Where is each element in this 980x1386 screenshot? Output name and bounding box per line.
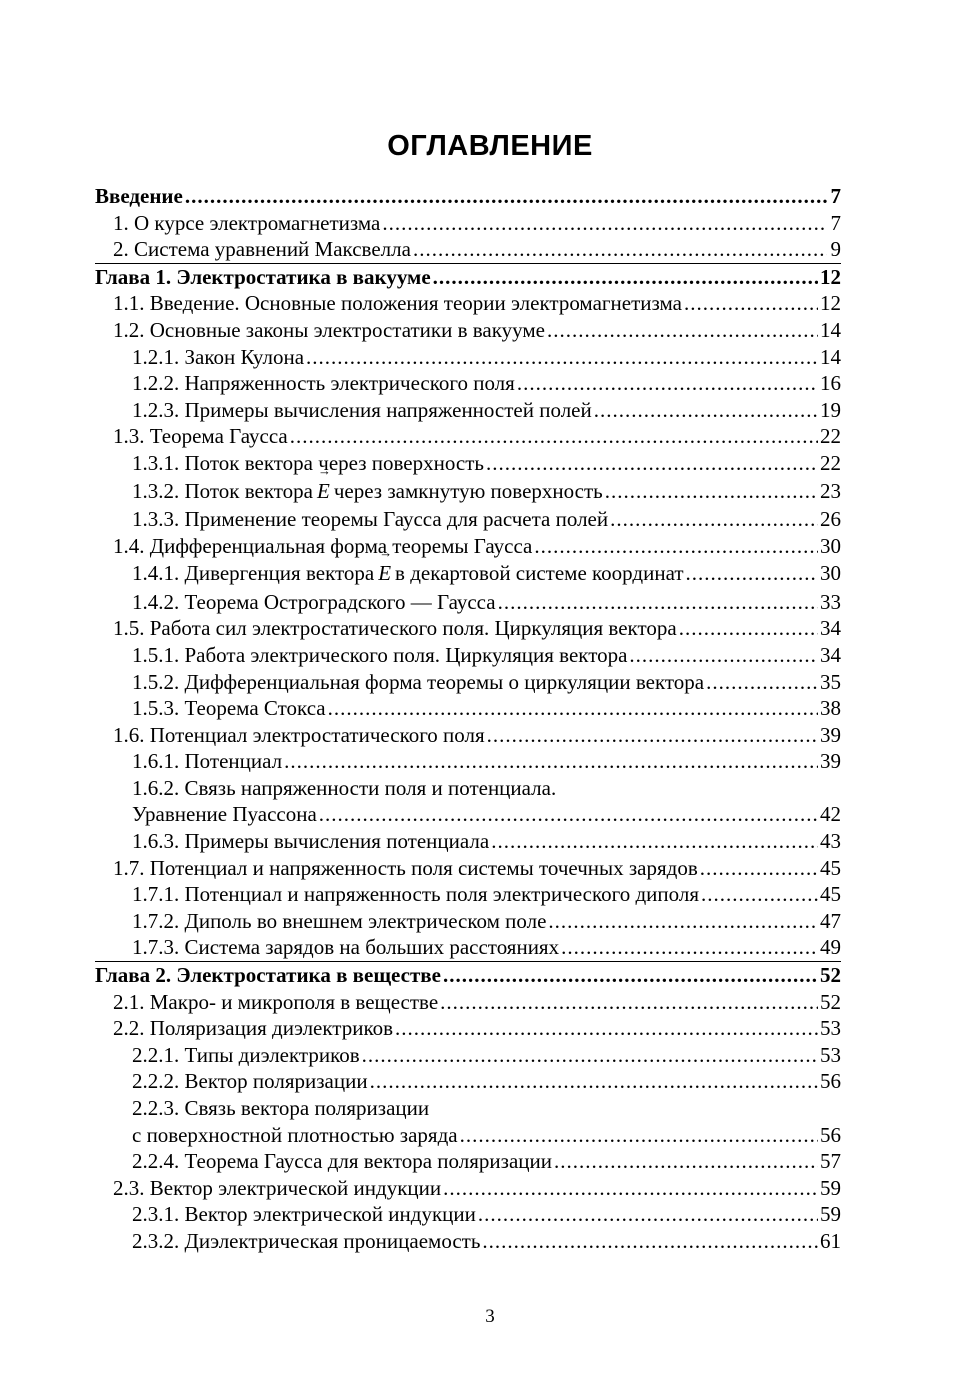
toc-entry-page: 38 (820, 696, 841, 721)
toc-entry-page: 7 (830, 210, 841, 235)
dot-leader (328, 695, 818, 722)
toc-entry-page: 16 (820, 371, 841, 396)
dot-leader (498, 589, 818, 616)
toc-entry-page: 52 (820, 963, 841, 988)
dot-leader (605, 477, 818, 507)
toc-entry[interactable] (95, 1175, 841, 1202)
toc-entry-title: 1.4. Дифференциальная форма теоремы Гаусса (113, 533, 533, 558)
dot-leader (362, 1042, 818, 1069)
dot-leader (370, 1068, 818, 1095)
toc-entry-title: 1.3.1. Поток вектора через поверхность (132, 450, 484, 475)
toc-entry-title: 2.2.2. Вектор поляризации (132, 1069, 368, 1094)
toc-entry-title: 1.2.1. Закон Кулона (132, 344, 305, 369)
toc-entry-page: 9 (830, 237, 841, 262)
toc-entry[interactable] (95, 1015, 841, 1042)
toc-entry-page: 39 (820, 722, 841, 747)
toc-entry-title-before: 1.3.2. Поток вектора (132, 478, 314, 503)
toc-entry-page: 56 (820, 1069, 841, 1094)
dot-leader (561, 934, 818, 961)
toc-entry-page: 35 (820, 669, 841, 694)
toc-entry-title: 1.7.3. Система зарядов на больших расстояниях (132, 935, 560, 960)
toc-entry-page: 14 (820, 317, 841, 342)
dot-leader (554, 1148, 818, 1175)
dot-leader (284, 748, 818, 775)
toc-entry-title: 1.4.2. Теорема Остроградского — Гаусса (132, 589, 496, 614)
toc-entry-page: 49 (820, 935, 841, 960)
dot-leader (460, 1122, 818, 1149)
toc-entry[interactable] (95, 669, 841, 696)
vector-e-symbol: → E (317, 477, 330, 507)
toc-entry-title: 2.2.4. Теорема Гаусса для вектора поляризации (132, 1149, 552, 1174)
dot-leader (478, 1201, 818, 1228)
toc-entry-title: Глава 2. Электростатика в веществе (95, 963, 441, 988)
toc-entry-page: 12 (820, 291, 841, 316)
toc-entry[interactable] (95, 317, 841, 344)
toc-entry-title: 1.6.3. Примеры вычисления потенциала (132, 829, 490, 854)
toc-entry[interactable] (95, 934, 841, 961)
toc-entry-title: 2.2. Поляризация диэлектриков (113, 1016, 394, 1041)
toc-entry-page: 53 (820, 1016, 841, 1041)
dot-leader (534, 533, 818, 560)
toc-entry[interactable] (95, 855, 841, 882)
toc-entry-page: 53 (820, 1042, 841, 1067)
toc-entry-title: 1.5. Работа сил электростатического поля. Циркуляция вектора (113, 616, 677, 641)
toc-entry-page: 26 (820, 507, 841, 532)
toc-entry[interactable] (95, 615, 841, 642)
toc-entry[interactable] (95, 533, 841, 560)
toc-entry[interactable] (95, 210, 841, 237)
dot-leader (610, 506, 818, 533)
toc-entry[interactable] (95, 477, 841, 507)
toc-entry-page: 34 (820, 642, 841, 667)
toc-entry[interactable] (95, 908, 841, 935)
dot-leader (679, 615, 818, 642)
dot-leader (319, 801, 818, 828)
toc-entry[interactable] (95, 881, 841, 908)
toc-entry-title: 1.6.2. Связь напряженности поля и потенциала. (132, 775, 557, 800)
toc-entry-title: Глава 1. Электростатика в вакууме (95, 264, 431, 289)
dot-leader (629, 642, 818, 669)
dot-leader (395, 1015, 818, 1042)
toc-entry[interactable] (95, 642, 841, 669)
dot-leader (440, 989, 818, 1016)
dot-leader (382, 210, 827, 237)
dot-leader (547, 317, 818, 344)
toc-chapter[interactable] (95, 962, 841, 989)
toc-entry[interactable] (95, 748, 841, 775)
toc-entry[interactable] (95, 397, 841, 424)
toc-entry-page: 34 (820, 616, 841, 641)
dot-leader (548, 908, 818, 935)
toc-entry-title: 1.2.3. Примеры вычисления напряженностей полей (132, 397, 592, 422)
toc-entry[interactable] (95, 1148, 841, 1175)
toc-entry-title: 1.7.1. Потенциал и напряженность поля электрического диполя (132, 882, 699, 907)
dot-leader (491, 828, 818, 855)
toc-entry-title: Уравнение Пуассона (132, 802, 317, 827)
toc-entry-page: 33 (820, 589, 841, 614)
dot-leader (684, 290, 818, 317)
vector-e-symbol: → E (378, 559, 391, 589)
toc-entry-title: 2.3.2. Диэлектрическая проницаемость (132, 1228, 481, 1253)
dot-leader (487, 722, 818, 749)
dot-leader (306, 344, 818, 371)
toc-entry-title: 1.2. Основные законы электростатики в вакууме (113, 317, 545, 342)
toc-entry[interactable] (95, 589, 841, 616)
toc-entry[interactable] (95, 1042, 841, 1069)
toc-entry[interactable] (95, 183, 841, 210)
toc-entry-title: 1.6. Потенциал электростатического поля (113, 722, 485, 747)
toc-entry-page: 19 (820, 397, 841, 422)
toc-entry-page: 39 (820, 749, 841, 774)
table-of-contents (95, 183, 841, 1255)
dot-leader (594, 397, 818, 424)
toc-entry-title: 1.3. Теорема Гаусса (113, 424, 288, 449)
toc-entry-page: 56 (820, 1122, 841, 1147)
toc-entry-title: 1.7. Потенциал и напряженность поля системы точечных зарядов (113, 855, 698, 880)
toc-entry-title: 2.1. Макро- и микрополя в веществе (113, 989, 439, 1014)
toc-entry-title: 2.2.1. Типы диэлектриков (132, 1042, 360, 1067)
toc-entry-page: 12 (820, 264, 841, 289)
dot-leader (185, 183, 827, 210)
toc-entry-page: 14 (820, 344, 841, 369)
page-title: ОГЛАВЛЕНИЕ (387, 130, 593, 162)
toc-entry-title: Введение (95, 184, 183, 208)
toc-entry-page: 22 (820, 424, 841, 449)
toc-entry-page: 7 (830, 184, 841, 208)
dot-leader (443, 1175, 818, 1202)
toc-entry-title: 1.7.2. Диполь во внешнем электрическом поле (132, 908, 547, 933)
toc-entry[interactable] (95, 344, 841, 371)
toc-entry-title-after: в декартовой системе координат (395, 561, 684, 586)
toc-entry[interactable] (95, 506, 841, 533)
toc-entry-page: 52 (820, 989, 841, 1014)
toc-entry-page: 42 (820, 802, 841, 827)
dot-leader (700, 855, 818, 882)
toc-entry-continued[interactable] (95, 1095, 841, 1122)
toc-entry-title: 1.2.2. Напряженность электрического поля (132, 371, 515, 396)
toc-entry-page: 30 (820, 533, 841, 558)
dot-leader (701, 881, 818, 908)
toc-entry-title: 2.2.3. Связь вектора поляризации (132, 1096, 430, 1120)
toc-entry-title-before: 1.4.1. Дивергенция вектора (132, 561, 375, 586)
toc-entry-page: 45 (820, 855, 841, 880)
toc-entry[interactable] (95, 450, 841, 477)
dot-leader (706, 669, 818, 696)
page-number: 3 (485, 1306, 495, 1327)
toc-entry-title: 2.3.1. Вектор электрической индукции (132, 1202, 476, 1227)
toc-entry[interactable] (95, 1201, 841, 1228)
toc-entry[interactable] (95, 1122, 841, 1149)
toc-entry-page: 43 (820, 829, 841, 854)
dot-leader (517, 370, 818, 397)
toc-entry-title: 2. Система уравнений Максвелла (113, 237, 411, 262)
dot-leader (686, 559, 818, 589)
toc-entry-title: 1.3.3. Применение теоремы Гаусса для расчета полей (132, 507, 609, 532)
toc-chapter[interactable] (95, 264, 841, 291)
toc-entry[interactable] (95, 290, 841, 317)
toc-entry-page: 23 (820, 478, 841, 503)
toc-entry-title: 1.5.2. Дифференциальная форма теоремы о циркуляции вектора (132, 669, 705, 694)
toc-entry[interactable] (95, 828, 841, 855)
toc-entry-title (132, 477, 603, 507)
dot-leader (443, 962, 818, 989)
toc-entry[interactable] (95, 722, 841, 749)
toc-entry-page: 47 (820, 908, 841, 933)
toc-entry-title: 1.5.1. Работа электрического поля. Циркуляция вектора (132, 642, 628, 667)
toc-entry[interactable] (95, 370, 841, 397)
toc-entry-title (132, 559, 684, 589)
toc-entry[interactable] (95, 559, 841, 589)
dot-leader (290, 423, 818, 450)
toc-entry[interactable] (95, 695, 841, 722)
toc-entry-title-after: через замкнутую поверхность (333, 478, 603, 503)
dot-leader (413, 236, 827, 263)
toc-entry[interactable] (95, 989, 841, 1016)
toc-entry-page: 59 (820, 1175, 841, 1200)
toc-entry-page: 22 (820, 450, 841, 475)
toc-entry-title: 2.3. Вектор электрической индукции (113, 1175, 442, 1200)
toc-entry-page: 61 (820, 1228, 841, 1253)
toc-entry-page: 45 (820, 882, 841, 907)
dot-leader (482, 1228, 818, 1255)
toc-entry-title: 1.6.1. Потенциал (132, 749, 283, 774)
toc-entry[interactable] (95, 1228, 841, 1255)
toc-entry-page: 59 (820, 1202, 841, 1227)
toc-entry[interactable] (95, 1068, 841, 1095)
toc-entry[interactable] (95, 801, 841, 828)
toc-entry-continued[interactable] (95, 775, 841, 802)
toc-entry-page: 30 (820, 561, 841, 586)
toc-entry-title: 1.1. Введение. Основные положения теории электромагнетизма (113, 291, 682, 316)
toc-entry[interactable] (95, 236, 841, 263)
dot-leader (433, 264, 818, 291)
dot-leader (486, 450, 818, 477)
toc-entry[interactable] (95, 423, 841, 450)
toc-entry-page: 57 (820, 1149, 841, 1174)
toc-entry-title: 1. О курсе электромагнетизма (113, 210, 381, 235)
toc-entry-title: 1.5.3. Теорема Стокса (132, 696, 326, 721)
toc-entry-title: с поверхностной плотностью заряда (132, 1122, 458, 1147)
